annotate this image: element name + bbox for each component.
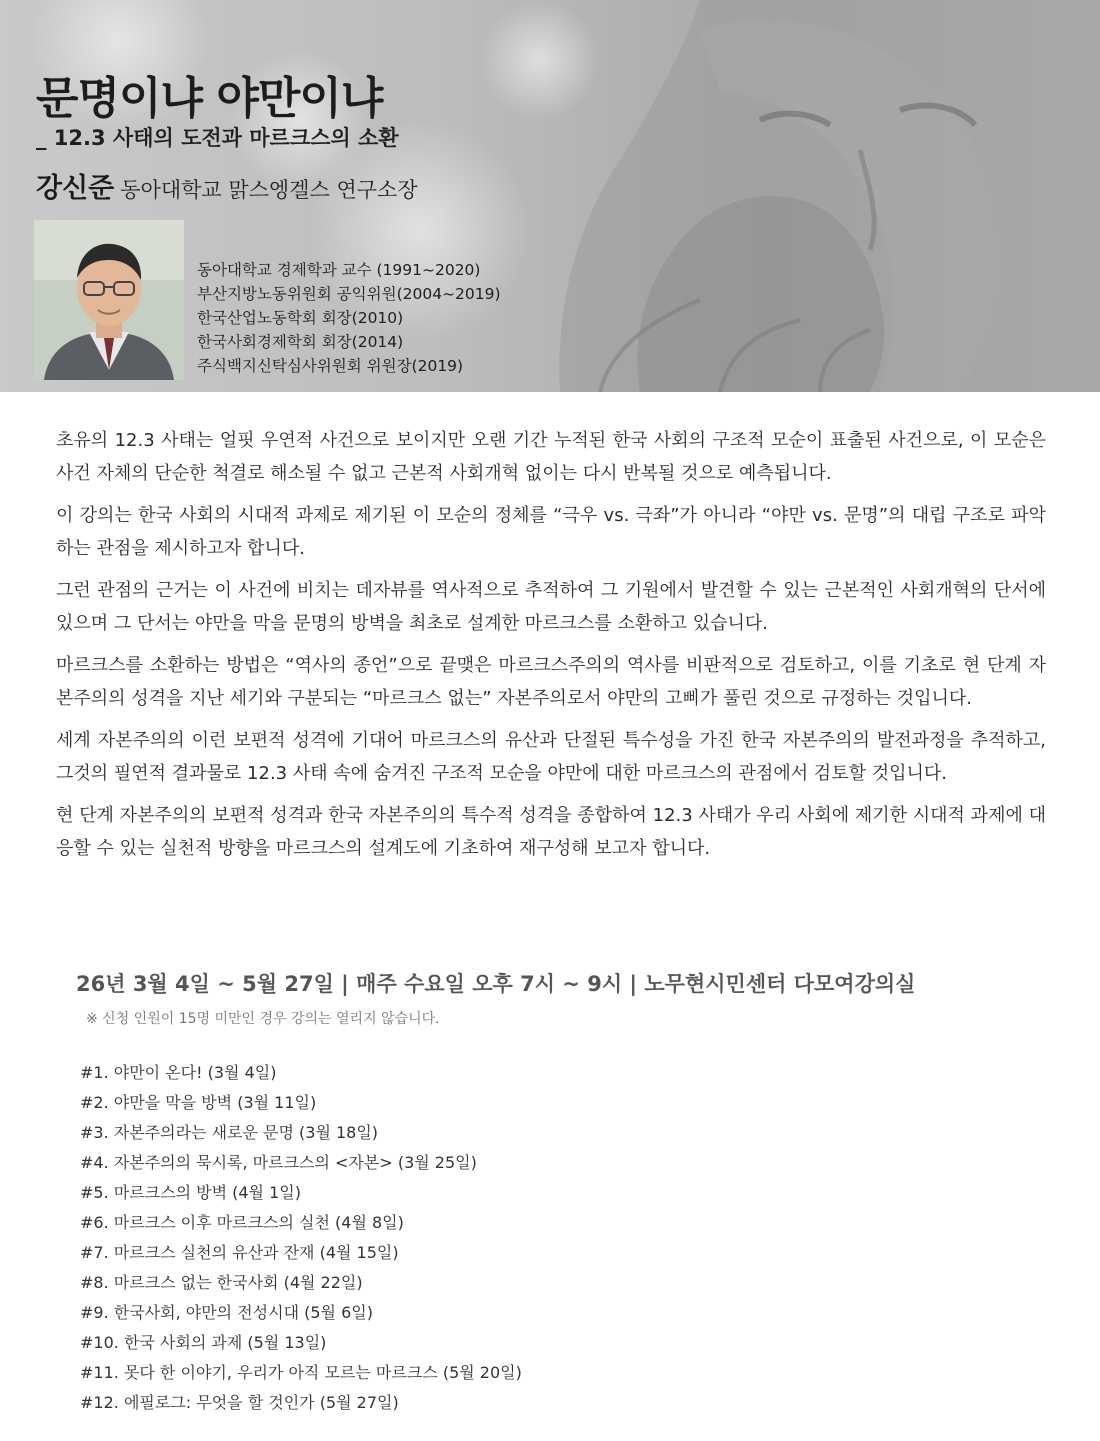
curriculum-item: #11. 못다 한 이야기, 우리가 아직 모르는 마르크스 (5월 20일) bbox=[80, 1363, 522, 1382]
career-item: 부산지방노동위원회 공익위원(2004~2019) bbox=[197, 285, 501, 303]
lecturer-affiliation: 동아대학교 맑스엥겔스 연구소장 bbox=[120, 178, 418, 202]
description-paragraph: 세계 자본주의의 이런 보편적 성격에 기대어 마르크스의 유산과 단절된 특수성을 가진 한국 자본주의의 발전과정을 추적하고, 그것의 필연적 결과물로 12.3 사태 속에 숨겨진 구조적 모순을 야만에 대한 마르크스의 관점에서 검토할 것입니다. bbox=[56, 730, 1046, 784]
curriculum-item: #3. 자본주의라는 새로운 문명 (3월 18일) bbox=[80, 1123, 379, 1142]
career-item: 한국산업노동학회 회장(2010) bbox=[197, 309, 404, 327]
description-paragraph: 그런 관점의 근거는 이 사건에 비치는 데자뷰를 역사적으로 추적하여 그 기원에서 발견할 수 있는 근본적인 사회개혁의 단서에 있으며 그 단서는 야만을 막을 문명의 방벽을 최초로 설계한 마르크스를 소환하고 있습니다. bbox=[56, 580, 1046, 634]
description-paragraph: 마르크스를 소환하는 방법은 “역사의 종언”으로 끝맺은 마르크스주의의 역사를 비판적으로 검토하고, 이를 기초로 현 단계 자본주의의 성격을 지난 세기와 구분되는 “마르크스 없는” 자본주의로서 야만의 고삐가 풀린 것으로 규정하는 것입니다. bbox=[56, 655, 1046, 709]
career-item: 한국사회경제학회 회장(2014) bbox=[197, 333, 404, 351]
lecturer-photo bbox=[34, 220, 184, 380]
curriculum-item: #2. 야만을 막을 방벽 (3월 11일) bbox=[80, 1093, 317, 1112]
career-item: 동아대학교 경제학과 교수 (1991~2020) bbox=[197, 261, 481, 279]
career-item: 주식백지신탁심사위원회 위원장(2019) bbox=[197, 357, 464, 375]
curriculum-item: #4. 자본주의의 묵시록, 마르크스의 <자본> (3월 25일) bbox=[80, 1153, 477, 1172]
curriculum-item: #7. 마르크스 실천의 유산과 잔재 (4월 15일) bbox=[80, 1243, 399, 1262]
description-paragraph: 초유의 12.3 사태는 얼핏 우연적 사건으로 보이지만 오랜 기간 누적된 한국 사회의 구조적 모순이 표출된 사건으로, 이 모순은 사건 자체의 단순한 척결로 해소될 수 없고 근본적 사회개혁 없이는 다시 반복될 것으로 예측됩니다. bbox=[56, 430, 1046, 484]
curriculum-item: #1. 야만이 온다! (3월 4일) bbox=[80, 1063, 277, 1082]
description-paragraph: 이 강의는 한국 사회의 시대적 과제로 제기된 이 모순의 정체를 “극우 vs. 극좌”가 아니라 “야만 vs. 문명”의 대립 구조로 파악하는 관점을 제시하고자 합니다. bbox=[56, 505, 1046, 559]
lecture-description bbox=[56, 424, 1046, 874]
curriculum-item: #5. 마르크스의 방벽 (4월 1일) bbox=[80, 1183, 301, 1202]
career-list bbox=[197, 258, 501, 378]
lecturer-name: 강신준 bbox=[36, 173, 115, 204]
description-paragraph: 현 단계 자본주의의 보편적 성격과 한국 자본주의의 특수적 성격을 종합하여 12.3 사태가 우리 사회에 제기한 시대적 과제에 대응할 수 있는 실천적 방향을 마르크스의 설계도에 기초하여 재구성해 보고자 합니다. bbox=[56, 805, 1046, 859]
enrollment-notice: ※ 신청 인원이 15명 미만인 경우 강의는 열리지 않습니다. bbox=[86, 1011, 440, 1027]
person-portrait-icon bbox=[34, 220, 184, 380]
curriculum-item: #6. 마르크스 이후 마르크스의 실천 (4월 8일) bbox=[80, 1213, 404, 1232]
curriculum-item: #8. 마르크스 없는 한국사회 (4월 22일) bbox=[80, 1273, 363, 1292]
page-title: 문명이냐 야만이냐 bbox=[36, 73, 383, 124]
header-banner bbox=[0, 0, 1100, 392]
page-subtitle: _ 12.3 사태의 도전과 마르크스의 소환 bbox=[36, 126, 399, 150]
curriculum-item: #10. 한국 사회의 과제 (5월 13일) bbox=[80, 1333, 327, 1352]
curriculum-item: #9. 한국사회, 야만의 전성시대 (5월 6일) bbox=[80, 1303, 373, 1322]
schedule-info: 26년 3월 4일 ~ 5월 27일 | 매주 수요일 오후 7시 ~ 9시 | 노무현시민센터 다모여강의실 bbox=[76, 972, 916, 996]
curriculum-list bbox=[80, 1058, 522, 1418]
curriculum-item: #12. 에필로그: 무엇을 할 것인가 (5월 27일) bbox=[80, 1393, 399, 1412]
lecturer-line bbox=[36, 166, 418, 205]
